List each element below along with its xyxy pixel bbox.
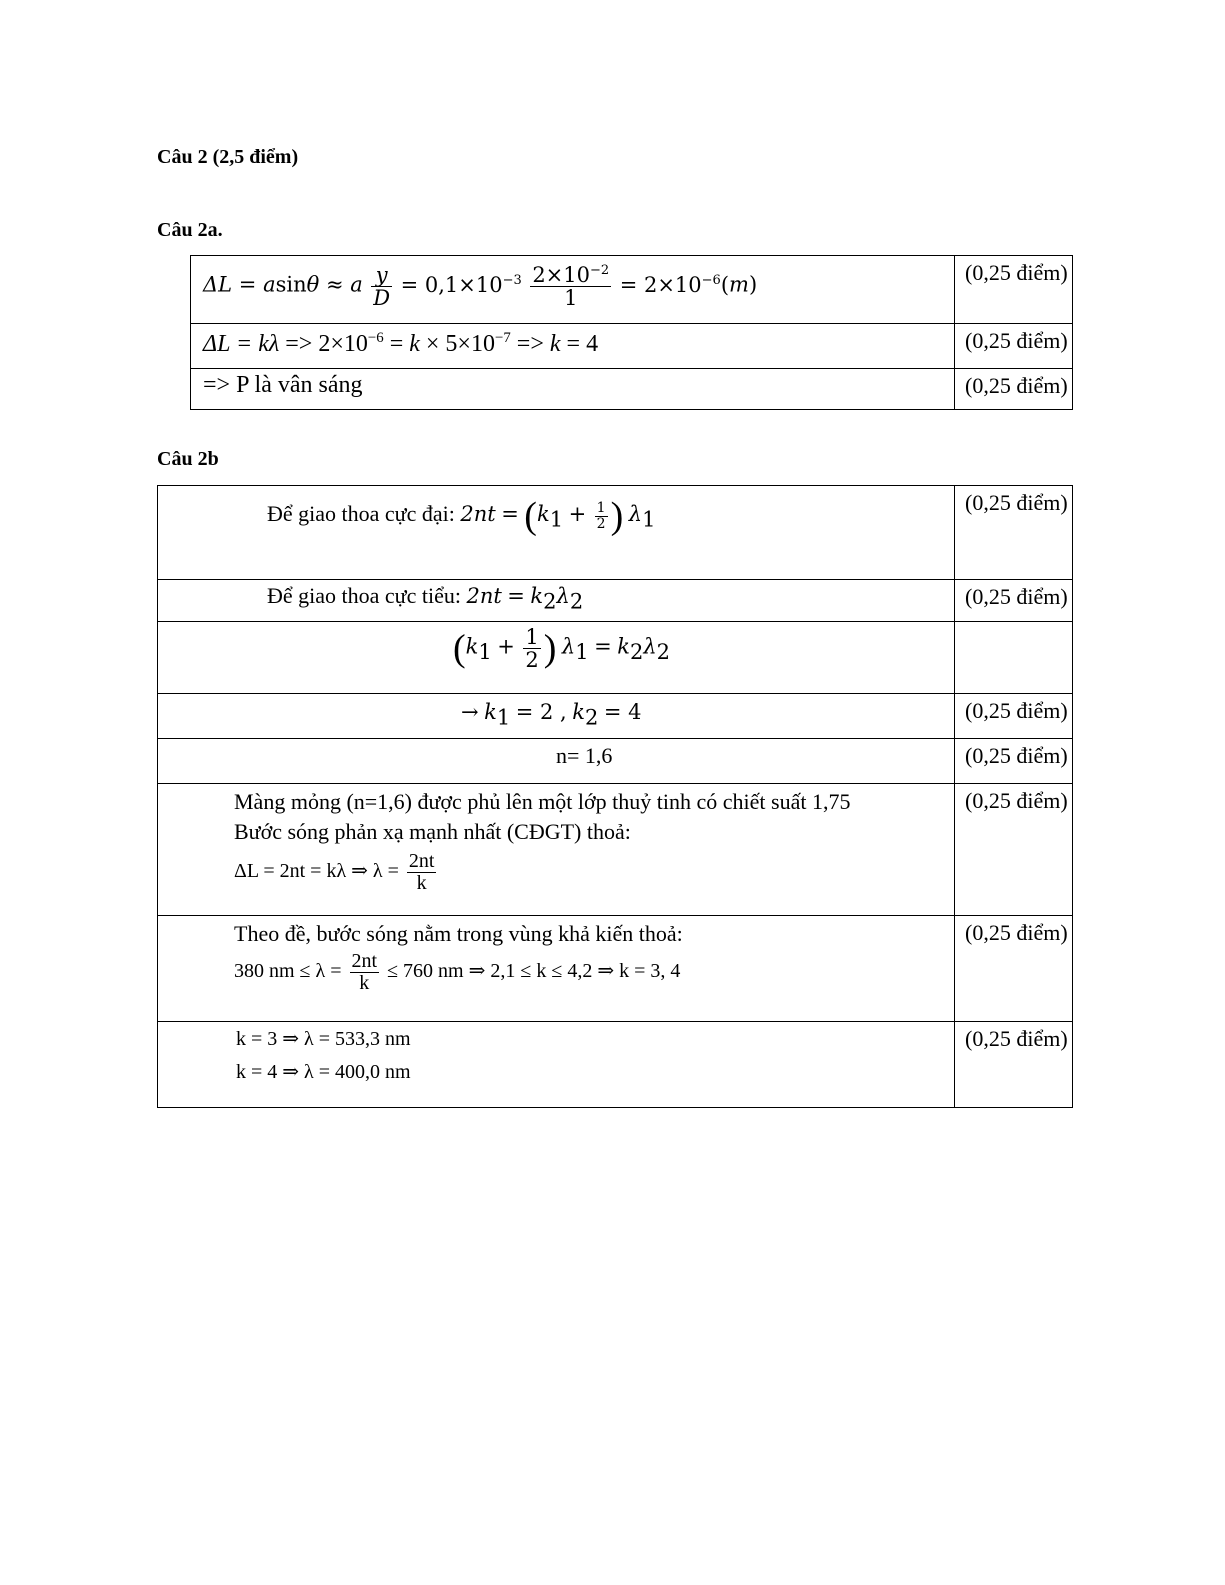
- empty-score-cell: [955, 622, 1073, 694]
- formula-cell: [191, 324, 955, 369]
- range-formula: 380 nm ≤ λ = $\frac{2nt}{k}$ ≤ 760 nm ⇒ 2,1 ≤ k ≤ 4,2 ⇒ k = 3, 4: [234, 950, 681, 994]
- table-row: [158, 739, 1073, 784]
- condition-label: Để giao thoa cực đại:: [267, 501, 455, 527]
- score-cell: (0,25 điểm): [955, 916, 1073, 1022]
- text-cell: [158, 1022, 955, 1108]
- score-cell: (0,25 điểm): [955, 324, 1073, 369]
- table-row: [158, 486, 1073, 580]
- text-cell: [191, 369, 955, 410]
- formula-cell: [191, 256, 955, 324]
- refractive-index-result: n= 1,6: [556, 743, 613, 768]
- score-cell: (0,25 điểm): [955, 694, 1073, 739]
- result-line: k = 3 ⇒ λ = 533,3 nm: [236, 1028, 411, 1050]
- score-cell: (0,25 điểm): [955, 784, 1073, 916]
- score-cell: (0,25 điểm): [955, 1022, 1073, 1108]
- equality-formula: ($k_1$ + $\frac{1}{2}$ ) $\lambda_1 = k_2\lambda_2$: [453, 625, 670, 673]
- explanation-line: Màng mỏng (n=1,6) được phủ lên một lớp thuỷ tinh có chiết suất 1,75: [234, 789, 851, 814]
- question-title: Câu 2 (2,5 điểm): [157, 146, 299, 168]
- table-row: [191, 324, 1073, 369]
- explanation-line: Theo đề, bước sóng nằm trong vùng khả kiến thoả:: [234, 921, 683, 946]
- text-cell: [158, 916, 955, 1022]
- visible-range-explanation: [158, 916, 954, 994]
- condition-label: Để giao thoa cực tiểu:: [267, 583, 461, 608]
- table-row: [158, 622, 1073, 694]
- wavelength-results: [158, 1022, 954, 1089]
- explanation-line: Bước sóng phản xạ mạnh nhất (CĐGT) thoả:: [234, 819, 631, 844]
- formula-cell: [158, 622, 955, 694]
- k-values-formula: → $k_1 = 2$ , $k_2 = 4$: [461, 700, 642, 730]
- text-cell: [158, 784, 955, 916]
- formula-cell: [158, 580, 955, 622]
- table-row: [191, 256, 1073, 324]
- max-interference-condition: Để giao thoa cực đại: $2nt = (k_1$ + $\frac{1}{2}$ ) $\lambda_1$: [267, 495, 656, 537]
- table-row: [158, 916, 1073, 1022]
- part-b-heading: Câu 2b: [157, 448, 219, 470]
- min-interference-condition: Để giao thoa cực tiểu: $2nt = k_2\lambda_2$: [267, 583, 584, 614]
- part-b-answer-table: [157, 485, 1073, 1108]
- formula-cell: [158, 694, 955, 739]
- score-cell: (0,25 điểm): [955, 486, 1073, 580]
- text-cell: [158, 739, 955, 784]
- conclusion-text: => P là vân sáng: [203, 372, 363, 398]
- score-cell: (0,25 điểm): [955, 580, 1073, 622]
- score-cell: (0,25 điểm): [955, 739, 1073, 784]
- score-cell: (0,25 điểm): [955, 369, 1073, 410]
- table-row: [158, 580, 1073, 622]
- order-formula: $\Delta L = k\lambda => 2\times 10^{-6} = k \times 5\times 10^{-7} => k = 4$: [203, 330, 599, 357]
- result-line: k = 4 ⇒ λ = 400,0 nm: [236, 1061, 411, 1083]
- part-a-heading: Câu 2a.: [157, 219, 223, 241]
- table-row: [158, 784, 1073, 916]
- path-difference-formula: ΔL = asinθ ≈ a $\frac{y}{D}$ = $0,1\times 10^{-3}$ $\frac{2\times 10^{-2}}{1}$ = $2\times 10^{-6}(m)$: [203, 263, 758, 311]
- reflection-formula: ΔL = 2nt = kλ ⇒ λ = $\frac{2nt}{k}$: [234, 850, 435, 894]
- thin-film-explanation: [158, 784, 954, 894]
- table-row: [191, 369, 1073, 410]
- score-cell: (0,25 điểm): [955, 256, 1073, 324]
- formula-cell: [158, 486, 955, 580]
- part-a-answer-table: [190, 255, 1073, 410]
- table-row: [158, 694, 1073, 739]
- table-row: [158, 1022, 1073, 1108]
